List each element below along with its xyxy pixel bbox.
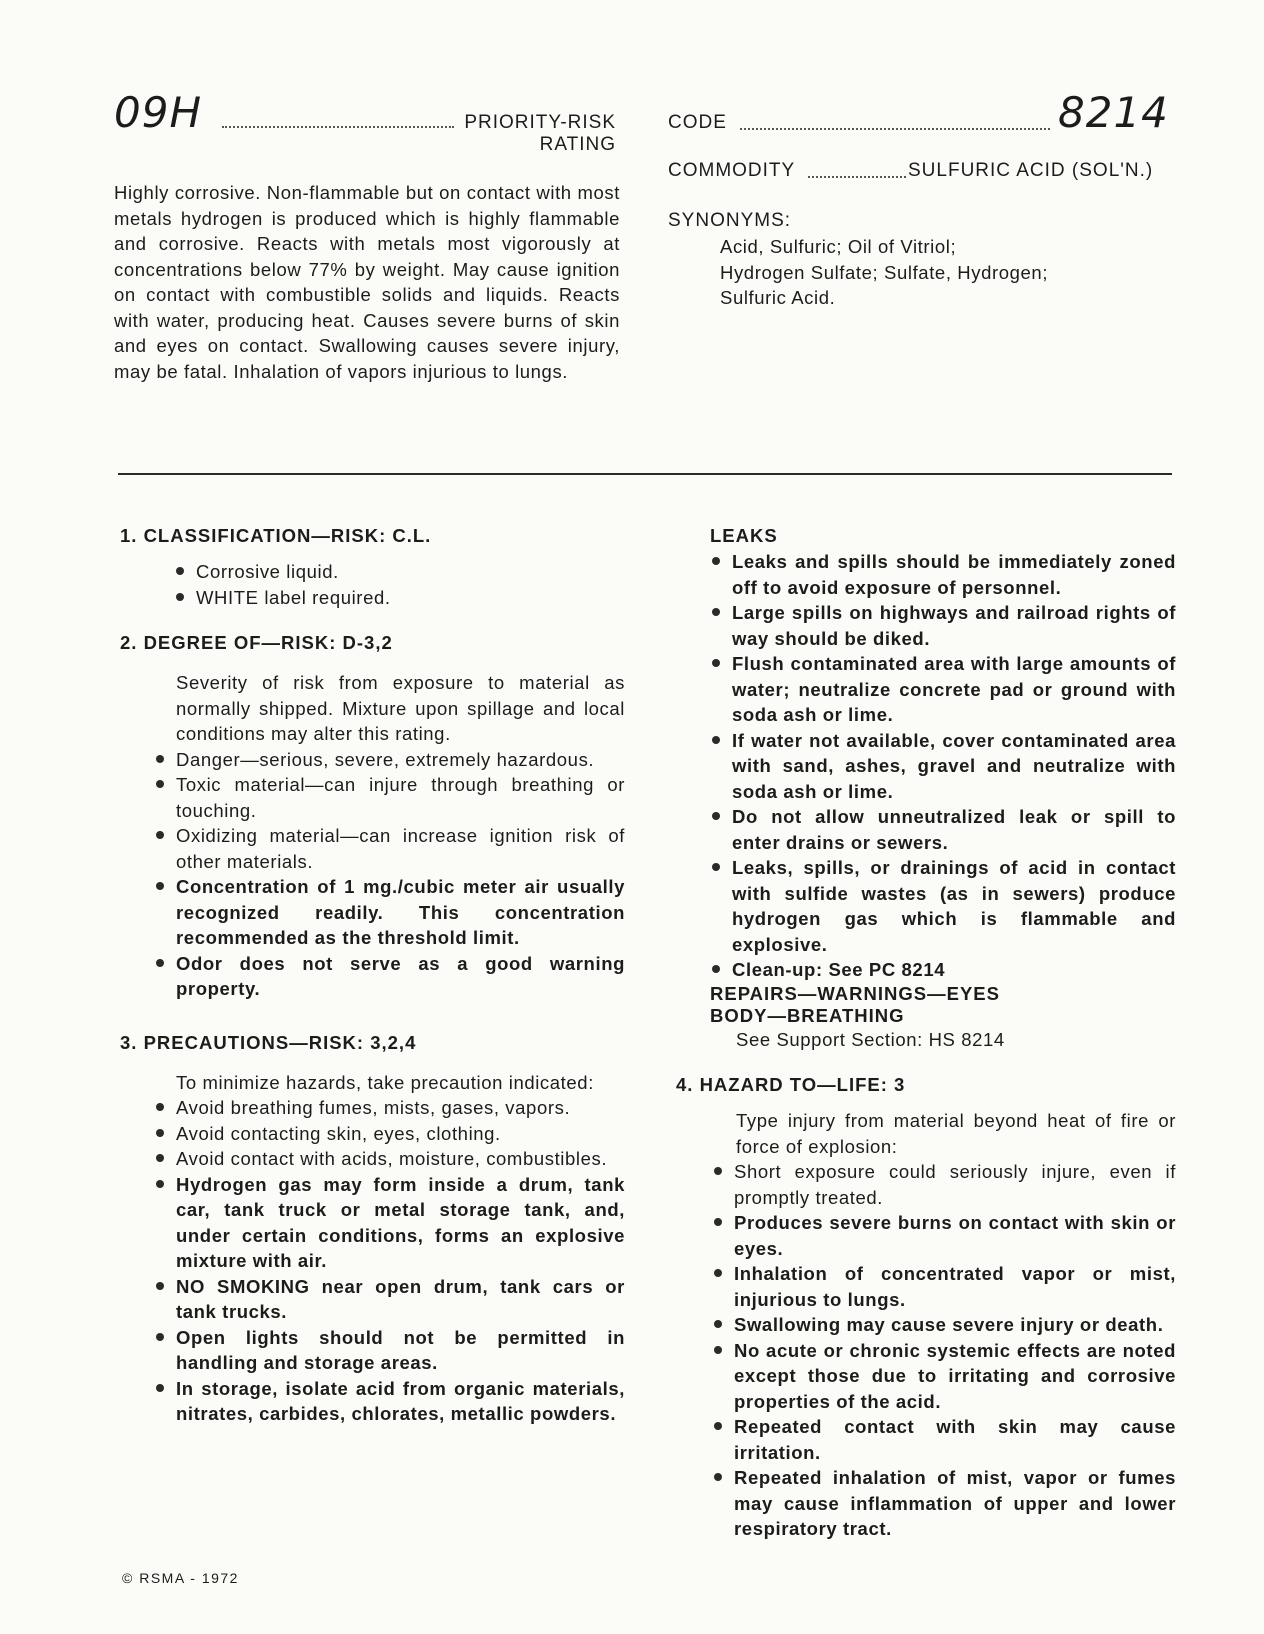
list-item: No acute or chronic systemic effects are noted except those due to irritating and corrosive properties of the acid. <box>712 1338 1176 1415</box>
degree-intro: Severity of risk from exposure to material as normally shipped. Mixture upon spillage and local conditions may alter this rating. <box>176 672 625 744</box>
repairs-heading: REPAIRS—WARNINGS—EYES <box>710 982 1000 1004</box>
synonym-line: Hydrogen Sulfate; Sulfate, Hydrogen; <box>720 261 1049 283</box>
hazard-summary: Highly corrosive. Non-flammable but on contact with most metals hydrogen is produced which is highly flammable and corrosive. Reacts with metals most vigorously at concentrations below 77% by weight. May cause ignition on contact with combustible solids and liquids. Reacts with water, producing heat. Causes severe burns of skin and eyes on contact. Swallowing causes severe injury, may be fatal. Inhalation of vapors injurious to lungs. <box>114 182 620 382</box>
section-heading-hazard-to-life: 4. HAZARD TO—LIFE: 3 <box>676 1074 906 1095</box>
section-heading-classification: 1. CLASSIFICATION—RISK: C.L. <box>120 525 432 546</box>
repairs-heading-line2: BODY—BREATHING <box>710 1004 905 1026</box>
section-heading-leaks: LEAKS <box>710 525 778 546</box>
list-item: WHITE label required. <box>174 585 625 611</box>
list-item: Large spills on highways and railroad rights of way should be diked. <box>710 600 1176 651</box>
list-item: Inhalation of concentrated vapor or mist, injurious to lungs. <box>712 1261 1176 1312</box>
list-item: Leaks and spills should be immediately zoned off to avoid exposure of personnel. <box>710 549 1176 600</box>
leaks-list <box>710 549 1176 983</box>
list-item: Concentration of 1 mg./cubic meter air usually recognized readily. This concentration recommended as the threshold limit. <box>154 874 625 951</box>
list-item: Avoid contact with acids, moisture, combustibles. <box>154 1146 625 1172</box>
list-item: Avoid breathing fumes, mists, gases, vapors. <box>154 1095 625 1121</box>
priority-dotted-leader <box>222 108 454 128</box>
list-item: Flush contaminated area with large amounts of water; neutralize concrete pad or ground with soda ash or lime. <box>710 651 1176 728</box>
list-item: Swallowing may cause severe injury or death. <box>712 1312 1176 1338</box>
commodity-dotted-leader <box>808 162 906 178</box>
list-item: Odor does not serve as a good warning property. <box>154 951 625 1002</box>
list-item: Clean-up: See PC 8214 <box>710 957 1176 983</box>
list-item: Oxidizing material—can increase ignition risk of other materials. <box>154 823 625 874</box>
section-heading-precautions: 3. PRECAUTIONS—RISK: 3,2,4 <box>120 1031 417 1053</box>
synonyms-list <box>720 234 1170 311</box>
list-item: Repeated inhalation of mist, vapor or fumes may cause inflammation of upper and lower respiratory tract. <box>712 1465 1176 1542</box>
list-item: Do not allow unneutralized leak or spill to enter drains or sewers. <box>710 804 1176 855</box>
list-item: If water not available, cover contaminated area with sand, ashes, gravel and neutralize with soda ash or lime. <box>710 728 1176 805</box>
copyright-notice: © RSMA - 1972 <box>122 1570 239 1586</box>
hazard-list <box>712 1159 1176 1542</box>
code-label: CODE <box>668 112 727 133</box>
precautions-list <box>154 1095 625 1427</box>
hazard-intro: Type injury from material beyond heat of fire or force of explosion: <box>736 1110 1176 1157</box>
priority-risk-label-line2: RATING <box>539 134 616 155</box>
synonym-line: Sulfuric Acid. <box>720 287 836 308</box>
priority-risk-label <box>456 112 616 156</box>
list-item: Repeated contact with skin may cause irritation. <box>712 1414 1176 1465</box>
repairs-reference: See Support Section: HS 8214 <box>736 1028 1005 1050</box>
precautions-intro: To minimize hazards, take precaution indicated: <box>176 1071 594 1093</box>
list-item: NO SMOKING near open drum, tank cars or tank trucks. <box>154 1274 625 1325</box>
synonym-line: Acid, Sulfuric; Oil of Vitriol; <box>720 236 957 257</box>
classification-list <box>174 559 625 610</box>
code-value: 8214 <box>1058 88 1169 137</box>
list-item: Danger—serious, severe, extremely hazardous. <box>154 747 625 773</box>
degree-list <box>154 747 625 1002</box>
section-divider <box>118 473 1172 475</box>
list-item: Toxic material—can injure through breathing or touching. <box>154 772 625 823</box>
list-item: Open lights should not be permitted in handling and storage areas. <box>154 1325 625 1376</box>
list-item: In storage, isolate acid from organic materials, nitrates, carbides, chlorates, metallic powders. <box>154 1376 625 1427</box>
commodity-value: SULFURIC ACID (SOL'N.) <box>908 160 1154 181</box>
priority-risk-label-line1: PRIORITY-RISK <box>464 112 616 133</box>
list-item: Avoid contacting skin, eyes, clothing. <box>154 1121 625 1147</box>
priority-risk-code: 09H <box>114 88 203 137</box>
list-item: Hydrogen gas may form inside a drum, tank car, tank truck or metal storage tank, and, under certain conditions, forms an explosive mixture with air. <box>154 1172 625 1274</box>
list-item: Corrosive liquid. <box>174 559 625 585</box>
section-heading-degree: 2. DEGREE OF—RISK: D-3,2 <box>120 632 393 653</box>
commodity-label: COMMODITY <box>668 160 796 181</box>
list-item: Short exposure could seriously injure, even if promptly treated. <box>712 1159 1176 1210</box>
left-column <box>120 525 625 1427</box>
list-item: Produces severe burns on contact with skin or eyes. <box>712 1210 1176 1261</box>
right-column <box>676 525 1176 1542</box>
synonyms-label: SYNONYMS: <box>668 210 792 231</box>
list-item: Leaks, spills, or drainings of acid in contact with sulfide wastes (as in sewers) produce hydrogen gas which is flammable and explosive. <box>710 855 1176 957</box>
code-dotted-leader <box>740 110 1050 130</box>
